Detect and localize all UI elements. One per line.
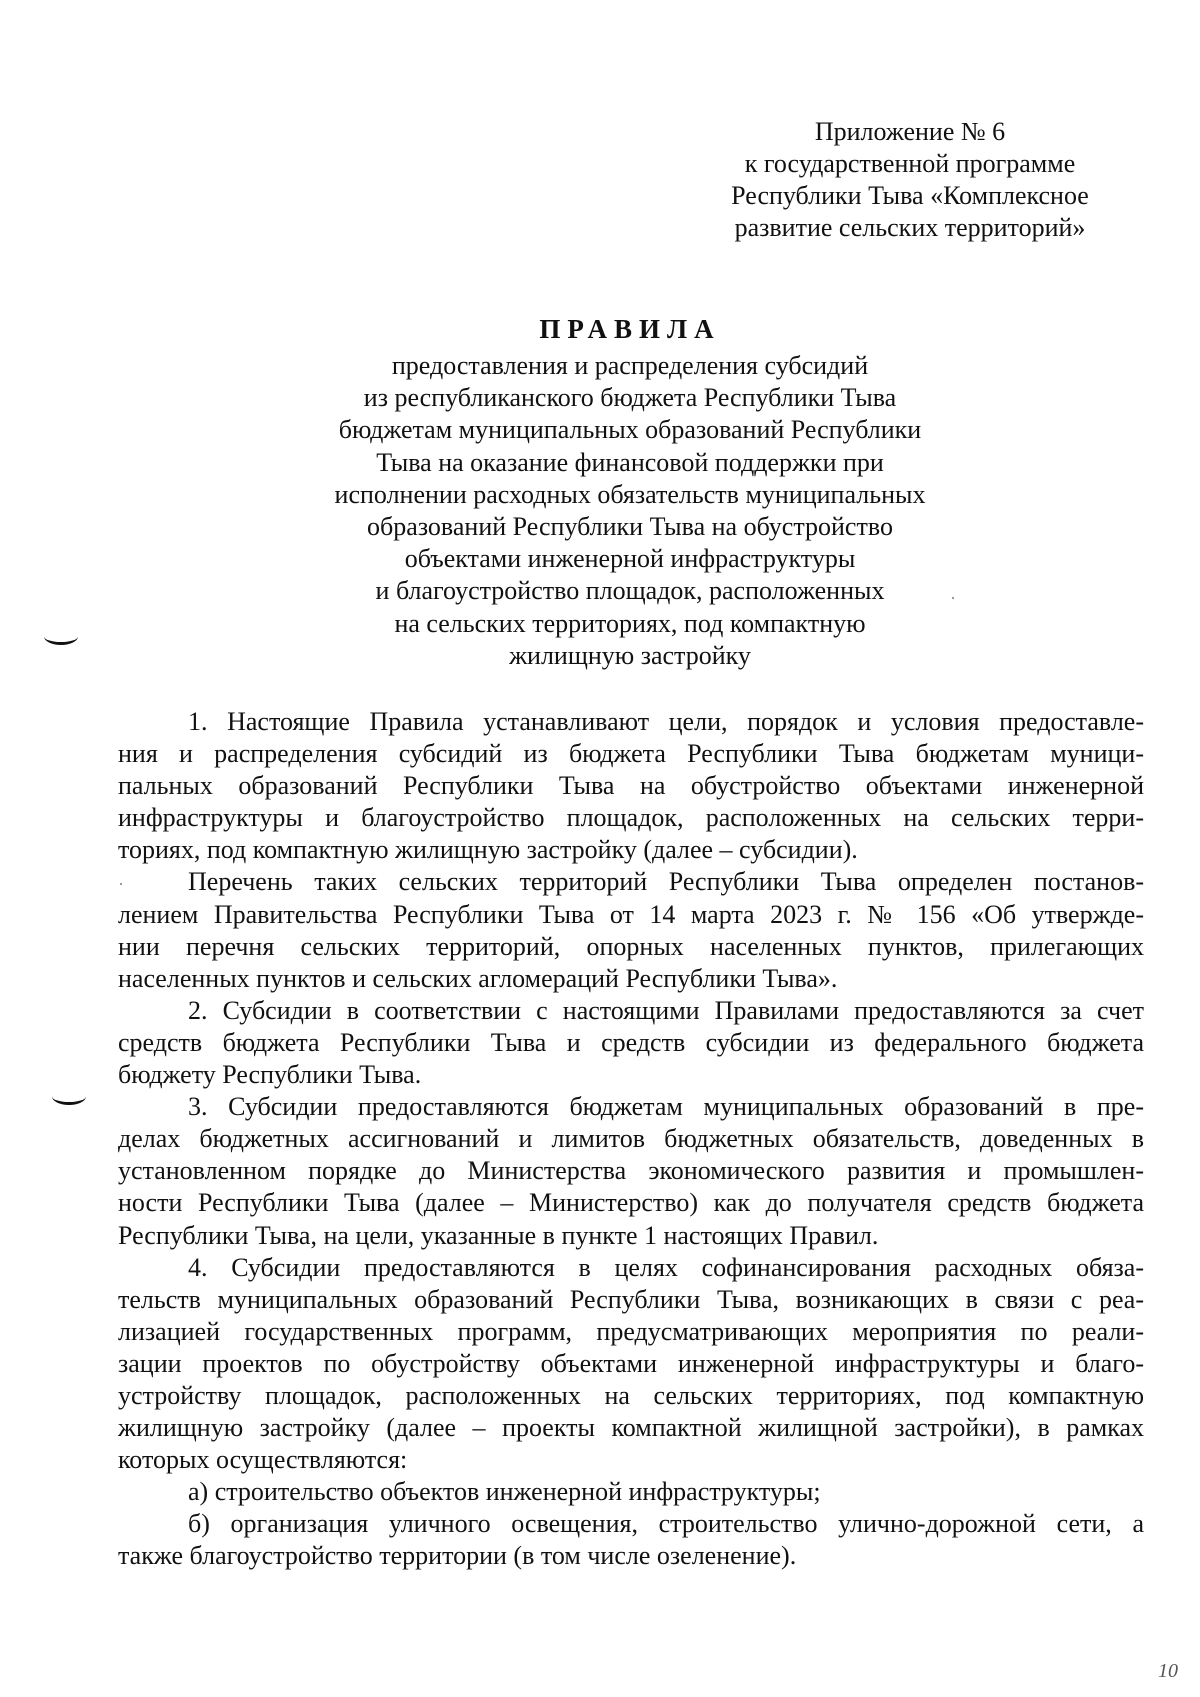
subtitle-line: образований Республики Тыва на обустройство (367, 512, 893, 542)
body-line: 4. Субсидии предоставляются в целях софинансирования расходных обяза- (188, 1252, 1144, 1282)
margin-binding-mark (44, 628, 78, 645)
subtitle-line: из республиканского бюджета Республики Тыва (363, 383, 897, 413)
body-line: делах бюджетных ассигнований и лимитов бюджетных обязательств, доведенных в (118, 1124, 1144, 1154)
appendix-line-4: развитие сельских территорий» (734, 213, 1086, 242)
body-line: инфраструктуры и благоустройство площадок, расположенных на сельских терри- (118, 803, 1144, 833)
document-title-block (250, 312, 1010, 672)
body-line: жилищную застройку (далее – проекты компактной жилищной застройки), в рамках (118, 1413, 1144, 1443)
body-line: средств бюджета Республики Тыва и средств субсидии из федерального бюджета (118, 1027, 1144, 1057)
body-line: ториях, под компактную жилищную застройку (далее – субсидии). (118, 835, 858, 865)
body-line: нии перечня сельских территорий, опорных населенных пунктов, прилегающих (118, 931, 1144, 961)
appendix-line-3: Республики Тыва «Комплексное (731, 181, 1089, 210)
document-body (118, 706, 1144, 1573)
subtitle-line: предоставления и распределения субсидий (391, 351, 869, 380)
body-line: также благоустройство территории (в том числе озеленение). (118, 1541, 797, 1571)
body-line: 1. Настоящие Правила устанавливают цели, порядок и условия предоставле- (188, 707, 1144, 736)
body-line: а) строительство объектов инженерной инфраструктуры; (188, 1477, 821, 1507)
subtitle-line: и благоустройство площадок, расположенных (375, 576, 885, 606)
subtitle-line: объектами инженерной инфраструктуры (404, 544, 856, 574)
body-line: пальных образований Республики Тыва на обустройство объектами инженерной (118, 771, 1144, 801)
body-line: лизацией государственных программ, предусматривающих мероприятия по реали- (118, 1316, 1144, 1346)
subtitle-line: бюджетам муниципальных образований Республики (338, 415, 922, 445)
body-line: установленном порядке до Министерства экономического развития и промышлен- (118, 1156, 1144, 1186)
subtitle-line: Тыва на оказание финансовой поддержки при (376, 447, 884, 477)
appendix-line-1: Приложение № 6 (814, 117, 1006, 146)
appendix-header (700, 116, 1120, 244)
body-line: зации проектов по обустройству объектами инженерной инфраструктуры и благо- (118, 1348, 1144, 1378)
body-line: 2. Субсидии в соответствии с настоящими Правилами предоставляются за счет (188, 995, 1144, 1025)
body-line: населенных пунктов и сельских агломераций Республики Тыва». (118, 963, 838, 993)
body-line: тельств муниципальных образований Республики Тыва, возникающих в связи с реа- (118, 1284, 1144, 1314)
body-line: Республики Тыва, на цели, указанные в пункте 1 настоящих Правил. (118, 1220, 879, 1250)
subtitle-line: жилищную застройку (509, 640, 751, 670)
body-line: ности Республики Тыва (далее – Министерство) как до получателя средств бюджета (118, 1188, 1144, 1218)
subtitle-line: исполнении расходных обязательств муниципальных (334, 479, 926, 509)
body-line: б) организация уличного освещения, строительство улично-дорожной сети, а (188, 1509, 1144, 1539)
scan-speck (952, 597, 954, 599)
body-line: ния и распределения субсидий из бюджета Республики Тыва бюджетам муници- (118, 739, 1144, 769)
body-line: которых осуществляются: (118, 1445, 408, 1475)
body-line: Перечень таких сельских территорий Республики Тыва определен постанов- (188, 867, 1144, 897)
subtitle-line: на сельских территориях, под компактную (394, 608, 866, 638)
scan-speck (120, 883, 122, 885)
body-line: 3. Субсидии предоставляются бюджетам муниципальных образований в пре- (188, 1092, 1144, 1122)
body-line: устройству площадок, расположенных на сельских территориях, под компактную (118, 1380, 1144, 1410)
body-line: бюджету Республики Тыва. (118, 1060, 422, 1090)
appendix-line-2: к государственной программе (744, 149, 1076, 178)
margin-binding-mark (52, 1088, 86, 1105)
page-number: 10 (1158, 1660, 1178, 1682)
body-line: лением Правительства Республики Тыва от 14 марта 2023 г. № 156 «Об утвержде- (118, 899, 1144, 929)
document-title: ПРАВИЛА (539, 314, 721, 344)
